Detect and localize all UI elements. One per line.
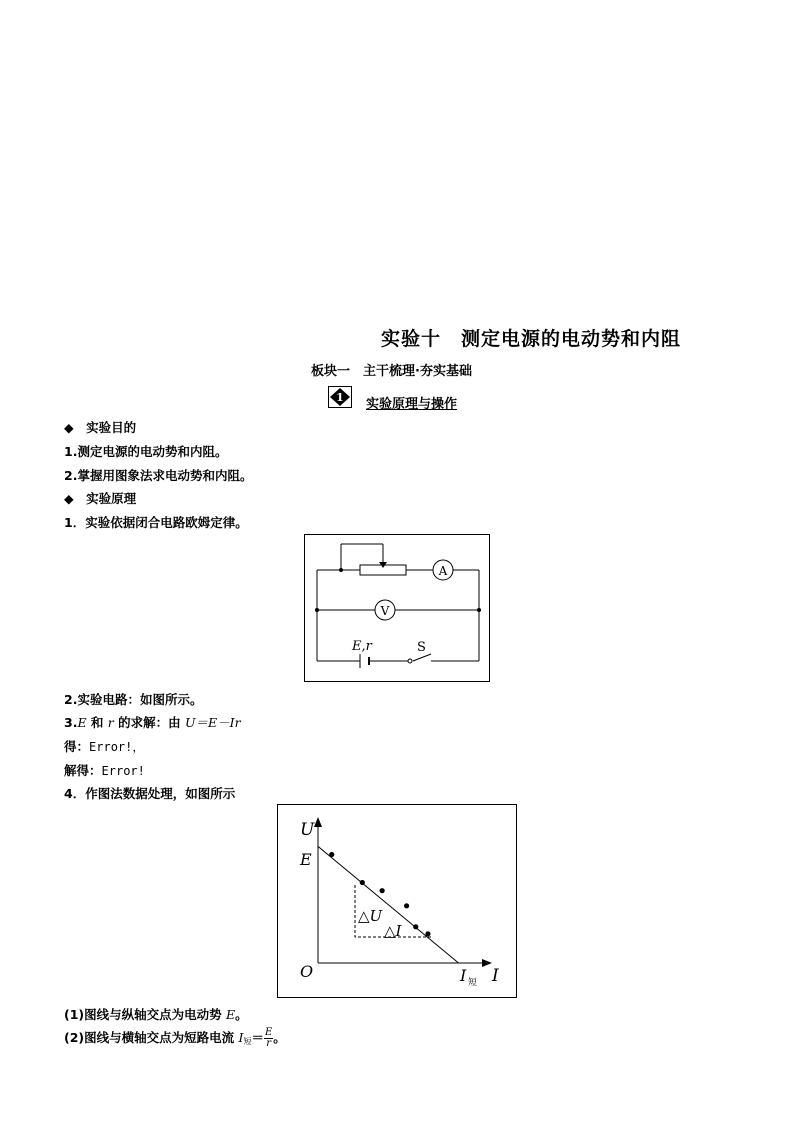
principle-item-1: 1．实验依据闭合电路欧姆定律。 bbox=[64, 515, 248, 530]
principle-item-4: 4．作图法数据处理，如图所示 bbox=[64, 786, 236, 801]
principle-item-2: 2.实验电路：如图所示。 bbox=[64, 692, 203, 707]
note-2: (2)图线与横轴交点为短路电流 $I_短=$ $\frac{E}{r}$ 。 bbox=[64, 1027, 286, 1049]
objective-item-1: 1.测定电源的电动势和内阻。 bbox=[64, 444, 228, 459]
switch-label: S bbox=[417, 640, 426, 655]
switch-blade bbox=[413, 654, 431, 661]
fit-line bbox=[318, 846, 459, 963]
data-point bbox=[360, 880, 365, 885]
x-axis-label: I bbox=[492, 966, 499, 986]
y-axis-arrow bbox=[314, 817, 322, 827]
delta-u-label: △U bbox=[358, 907, 383, 925]
origin-label: O bbox=[300, 962, 314, 981]
objective-heading: ◆ 实验目的 bbox=[64, 420, 137, 435]
principle-item-3: 3.E 和 r 的求解：由 U＝E－Ir bbox=[64, 715, 241, 730]
section-label: 实验原理与操作 bbox=[366, 397, 458, 412]
x-intercept-label: I bbox=[460, 966, 467, 985]
data-point bbox=[380, 888, 385, 893]
note-1: (1)图线与纵轴交点为电动势 E。 bbox=[64, 1007, 248, 1022]
objective-item-2: 2.掌握用图象法求电动势和内阻。 bbox=[64, 468, 253, 483]
y-intercept-label: E bbox=[300, 850, 312, 869]
section-number: 1 bbox=[336, 391, 344, 404]
solve-equation: 解得：Error! bbox=[64, 763, 145, 778]
data-point bbox=[425, 931, 430, 936]
source-label: E,r bbox=[352, 639, 372, 654]
data-point bbox=[413, 924, 418, 929]
circuit-diagram bbox=[304, 534, 490, 682]
x-axis-arrow bbox=[482, 959, 492, 967]
x-intercept-subscript: 短 bbox=[468, 978, 478, 988]
principle-heading: ◆ 实验原理 bbox=[64, 491, 137, 506]
ammeter-label: A bbox=[438, 564, 448, 578]
page-title: 实验十 测定电源的电动势和内阻 bbox=[381, 328, 682, 350]
data-point bbox=[329, 852, 334, 857]
data-point bbox=[404, 903, 409, 908]
section-number-badge bbox=[328, 386, 352, 408]
voltmeter-label: V bbox=[380, 604, 390, 618]
get-equation: 得：Error!， bbox=[64, 739, 145, 754]
block-heading: 板块一 主干梳理·夯实基础 bbox=[311, 364, 472, 379]
ui-graph bbox=[277, 804, 517, 998]
fraction-e-over-r: $\frac{E}{r}$ bbox=[264, 1027, 273, 1049]
delta-i-label: △I bbox=[384, 922, 402, 940]
y-axis-label: U bbox=[300, 820, 315, 840]
